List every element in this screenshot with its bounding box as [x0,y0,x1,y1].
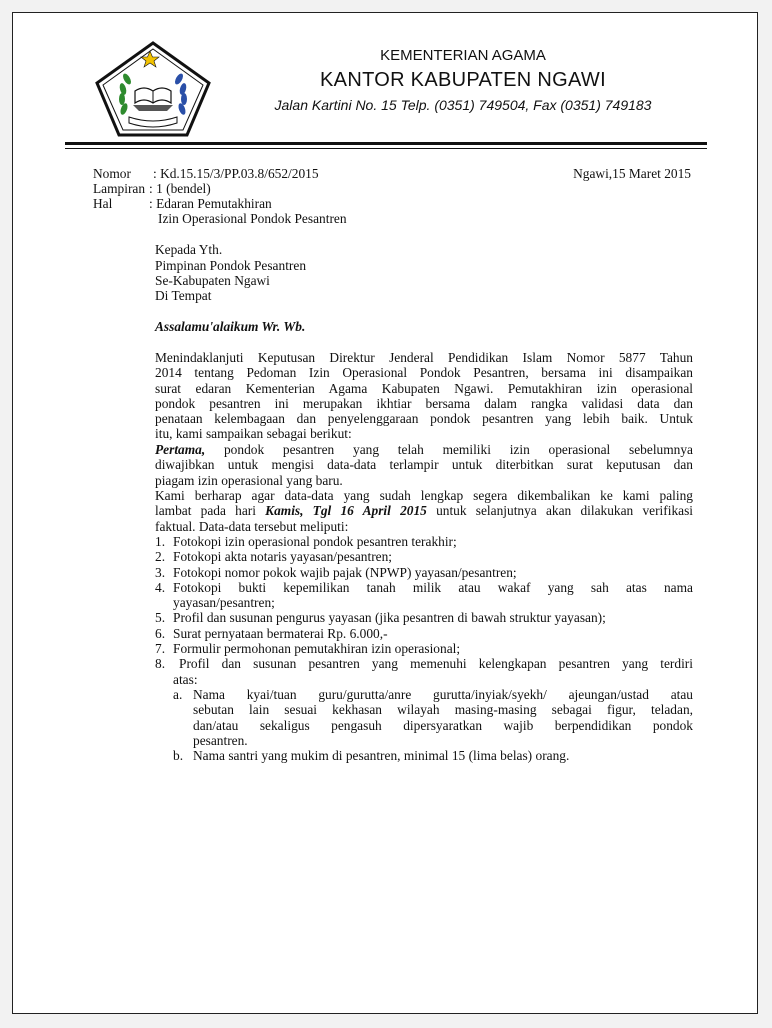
office-name: KANTOR KABUPATEN NGAWI [320,69,606,91]
recipient-line-1: Kepada Yth. [155,242,223,257]
paragraph-line: faktual. Data-data tersebut meliputi: [155,518,349,534]
list-item [13,580,759,611]
recipient-line-3: Se-Kabupaten Ngawi [155,273,270,288]
list-item-number: 8. [155,656,166,672]
sub-item-line: Nama kyai/tuan guru/gurutta/anre gurutta/inyiak/syekh/ ajeungan/ustad atau [193,686,693,702]
sub-list-item [13,748,759,763]
header-divider-thin [65,148,707,149]
recipient-line-4: Di Tempat [155,288,212,303]
sub-list-item [13,687,759,748]
paragraph-line: piagam izin operasional yang baru. [155,472,343,488]
sub-item-line: pesantren. [193,732,248,748]
list-item-number: 4. [155,579,166,595]
list-item [13,626,759,641]
list-item-text: Fotokopi izin operasional pondok pesantren terakhir; [173,534,457,549]
letter-page [12,12,758,1014]
hal-label: Hal [93,196,113,211]
list-item [13,565,759,580]
list-item [13,549,759,564]
paragraph-line: penataan kelembagaan dan penyelenggaraan pondok pesantren yang lebih baik. Untuk [155,411,693,427]
list-item-text: Fotokopi nomor pokok wajib pajak (NPWP) yayasan/pesantren; [173,564,517,580]
list-item-number: 1. [155,534,166,549]
pertama-text: pondok pesantren yang telah memiliki izin operasional sebelumnya [205,442,693,457]
list-item-text-continued: yayasan/pesantren; [173,595,275,611]
office-address: Jalan Kartini No. 15 Telp. (0351) 749504, Fax (0351) 749183 [274,97,652,113]
list-item-text-continued: atas: [173,671,198,687]
ministry-name: KEMENTERIAN AGAMA [380,47,546,64]
paragraph-line [155,503,693,518]
paragraph-line [155,442,693,457]
recipient-line-2: Pimpinan Pondok Pesantren [155,258,307,273]
pertama-lead: Pertama, [155,442,206,457]
list-item-text: Profil dan susunan pengurus yayasan (jika pesantren di bawah struktur yayasan); [173,610,606,626]
list-item-text: Surat pernyataan bermaterai Rp. 6.000,- [173,625,388,641]
paragraph-line: Menindaklanjuti Keputusan Direktur Jenderal Pendidikan Islam Nomor 5877 Tahun [155,350,693,365]
sub-item-line: sebutan lain sesuai kekhasan wilayah masing-masing sebagai figur, teladan, [193,702,693,718]
paragraph-line: 2014 tentang Pedoman Izin Operasional Pondok Pesantren, bersama ini disampaikan [155,365,693,381]
greeting: Assalamu'alaikum Wr. Wb. [155,319,306,334]
lampiran-value: : 1 (bendel) [149,181,211,196]
paragraph-line: diwajibkan untuk mengisi data-data terlampir untuk diterbitkan surat keputusan dan [155,457,693,473]
paragraph-pertama [155,442,693,488]
nomor-value: : Kd.15.15/3/PP.03.8/652/2015 [153,166,319,181]
list-item-text: Fotokopi bukti kepemilikan tanah milik atau wakaf yang sah atas nama [173,579,693,595]
paragraph-line: Kami berharap agar data-data yang sudah lengkap segera dikembalikan ke kami paling [155,488,693,503]
list-item [13,534,759,549]
list-item-number: 6. [155,625,166,641]
lampiran-label: Lampiran [93,181,146,196]
list-item-number: 2. [155,549,166,565]
list-item-text: Profil dan susunan pesantren yang memenuhi kelengkapan pesantren yang terdiri [179,656,693,672]
list-item-text: Fotokopi akta notaris yayasan/pesantren; [173,549,393,565]
hal-value: : Edaran Pemutakhiran [149,196,272,211]
deadline-post: untuk selanjutnya akan dilakukan verifikasi [426,503,694,519]
list-item-number: 7. [155,641,166,657]
list-item-text: Formulir permohonan pemutakhiran izin operasional; [173,641,461,657]
sub-item-letter: b. [173,748,184,764]
letter-date: Ngawi,15 Maret 2015 [573,166,691,181]
list-item [13,610,759,625]
list-item-number: 3. [155,564,166,580]
deadline-pre: lambat pada hari [155,503,266,519]
sub-item-letter: a. [173,686,183,702]
deadline-date: Kamis, Tgl 16 April 2015 [265,503,427,519]
paragraph-deadline [155,488,693,534]
sub-item-line: dan/atau sekaligus pengasuh dipersyaratkan wajib berpendidikan pondok [193,717,693,733]
paragraph-line: pondok pesantren ini merupakan ikhtiar bersama dalam rangka validasi data dan [155,395,693,411]
list-item [13,656,759,687]
sub-item-line: Nama santri yang mukim di pesantren, minimal 15 (lima belas) orang. [193,748,570,764]
ministry-logo-icon [93,39,213,139]
requirements-list [13,534,759,763]
list-item-number: 5. [155,610,166,626]
paragraph-intro [155,350,693,442]
paragraph-line: itu, kami sampaikan sebagai berikut: [155,426,352,442]
hal-value-continued: Izin Operasional Pondok Pesantren [158,211,347,226]
header-divider-thick [65,142,707,145]
nomor-label: Nomor [93,166,131,181]
list-item [13,641,759,656]
paragraph-line: surat edaran Kementerian Agama Kabupaten Ngawi. Pemutakhiran izin operasional [155,380,693,396]
